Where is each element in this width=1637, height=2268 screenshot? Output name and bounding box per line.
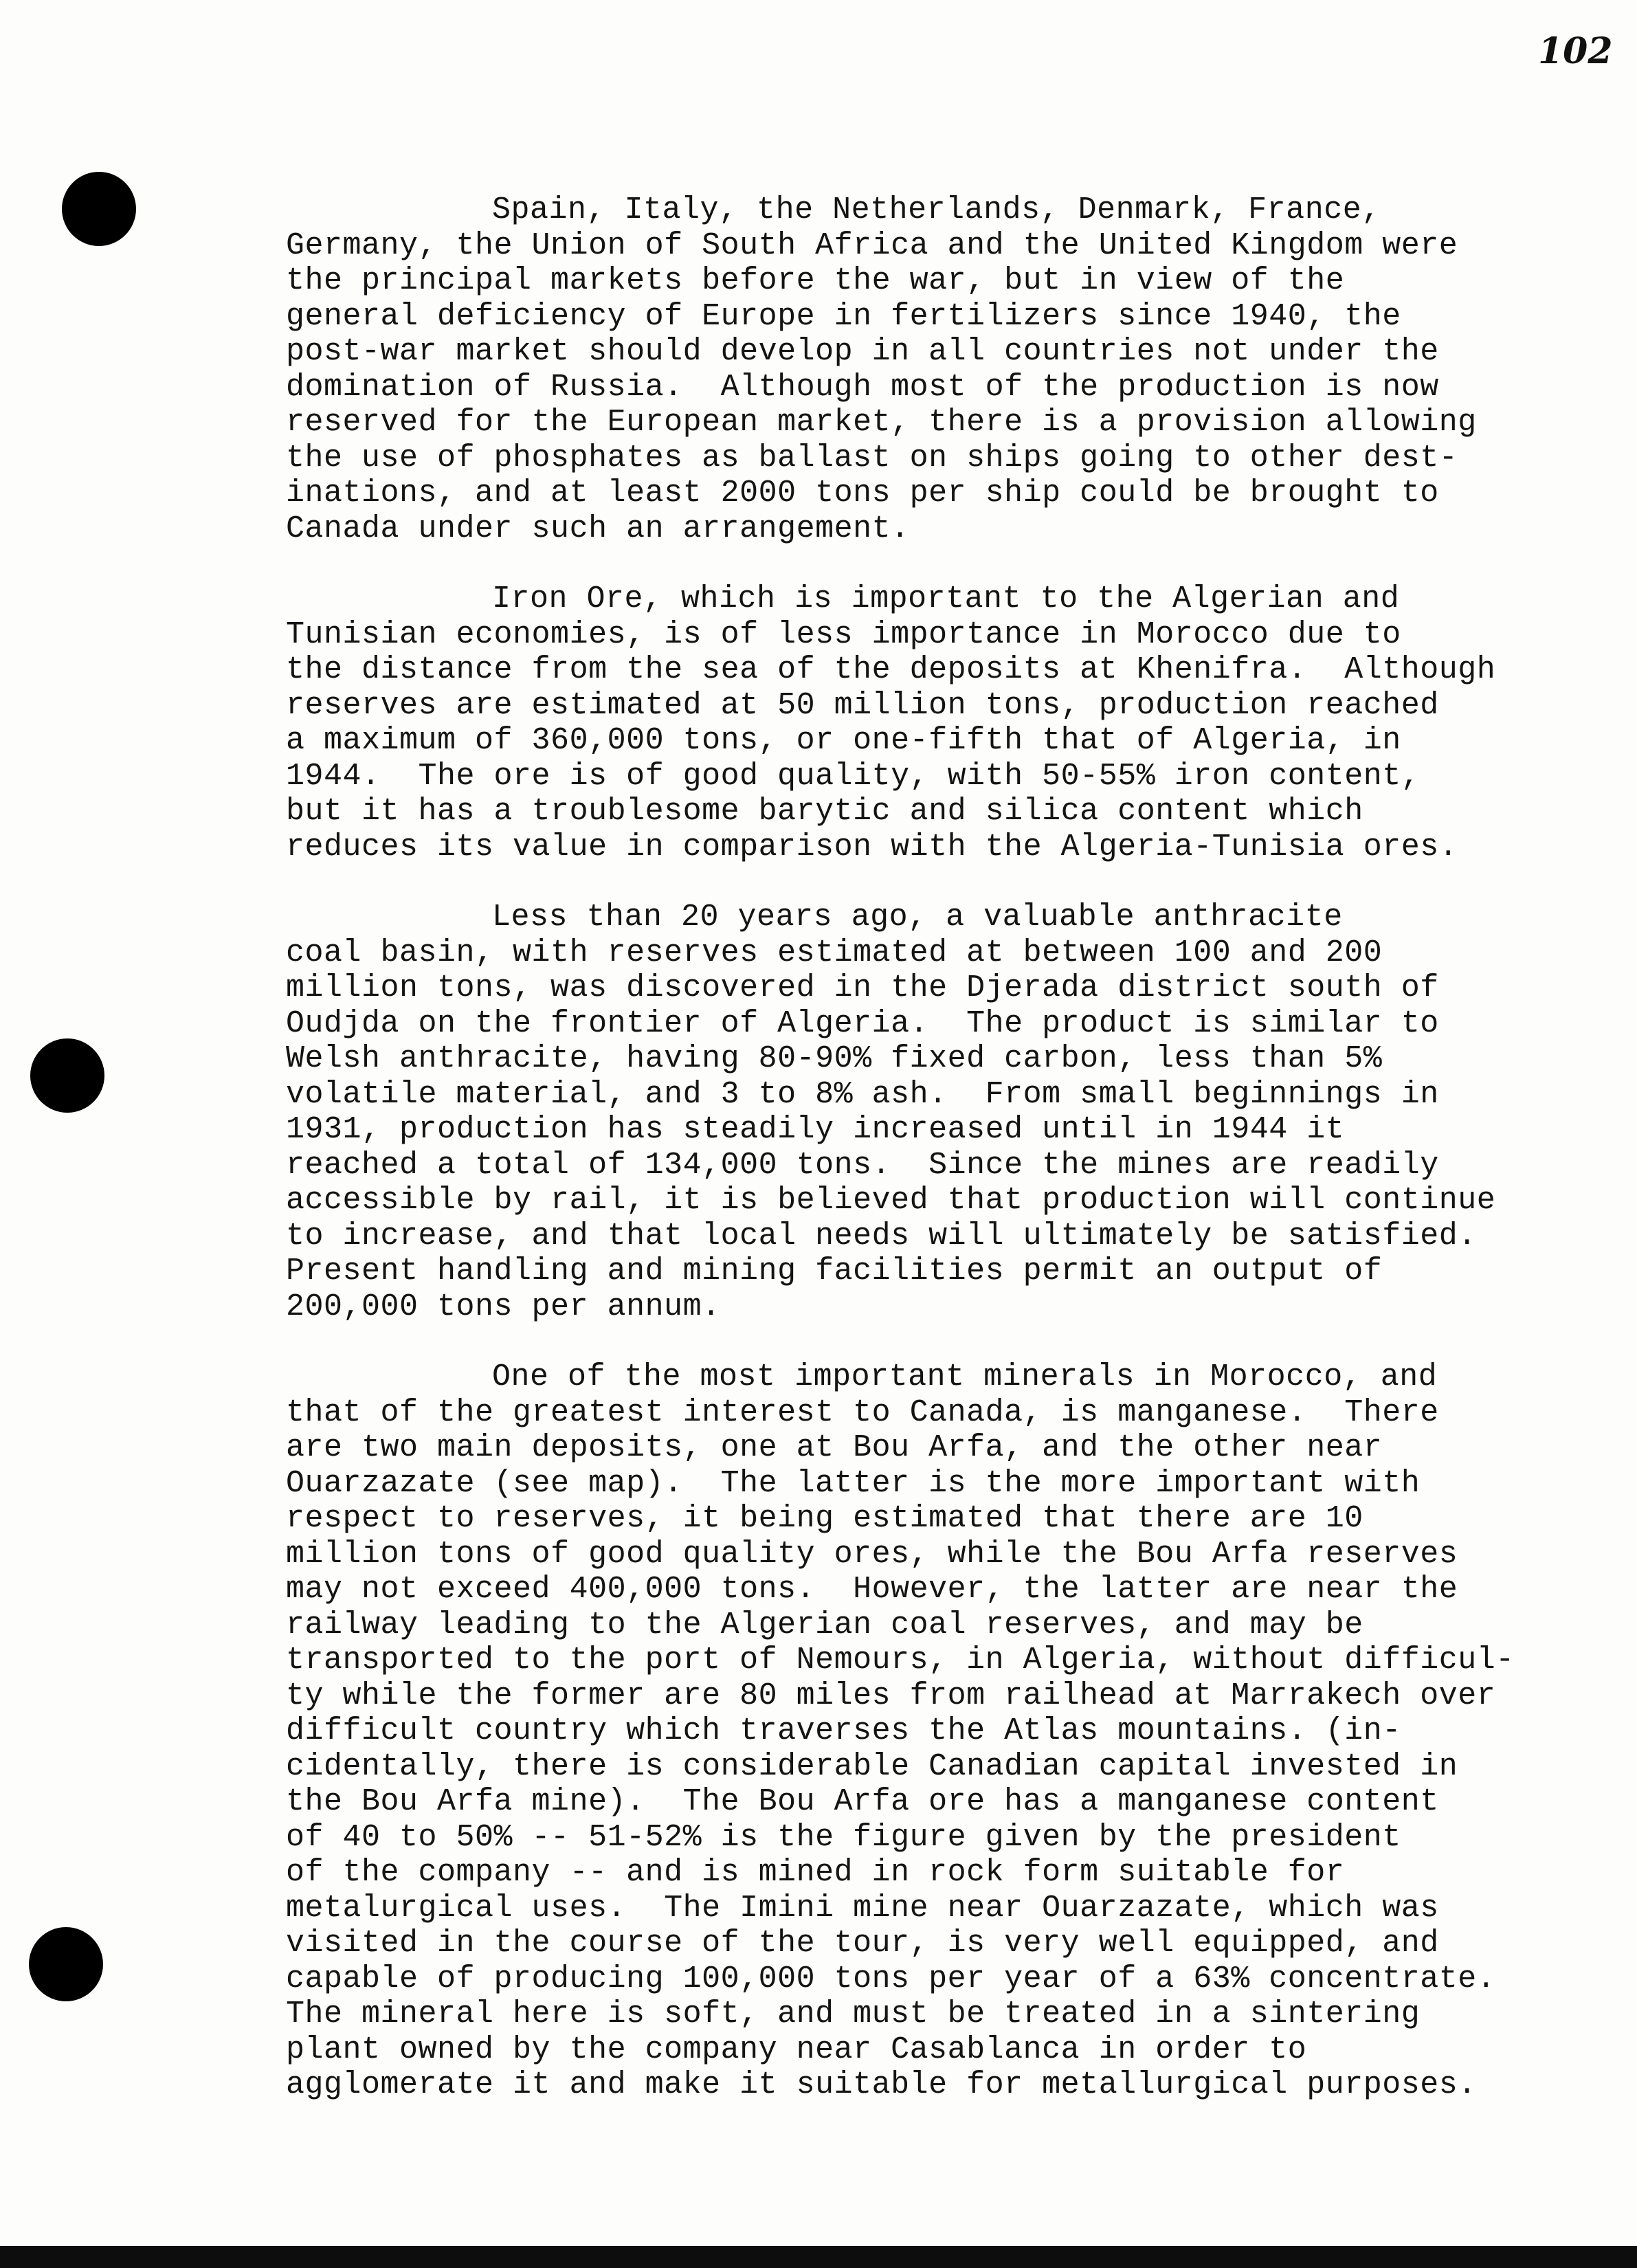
text-line: Iron Ore, which is important to the Algerian and — [492, 581, 1400, 616]
punch-hole — [30, 1038, 104, 1113]
text-line: metalurgical uses. The Imini mine near Ouarzazate, which was — [286, 1890, 1439, 1926]
text-line: reserved for the European market, there is a provision allowing — [286, 405, 1477, 440]
text-line: post-war market should develop in all countries not under the — [286, 334, 1439, 369]
text-line: the distance from the sea of the deposits at Khenifra. Although — [286, 652, 1496, 687]
text-line: Oudjda on the frontier of Algeria. The product is similar to — [286, 1005, 1439, 1041]
paragraph-phosphate-markets — [286, 192, 1605, 546]
text-line: domination of Russia. Although most of the production is now — [286, 369, 1439, 405]
text-line: Less than 20 years ago, a valuable anthracite — [492, 900, 1343, 935]
text-line: coal basin, with reserves estimated at between 100 and 200 — [286, 935, 1383, 970]
typescript-body — [286, 192, 1605, 2138]
text-line: agglomerate it and make it suitable for metallurgical purposes. — [286, 2067, 1477, 2102]
text-line: accessible by rail, it is believed that production will continue — [286, 1183, 1496, 1218]
text-line: plant owned by the company near Casablanca in order to — [286, 2032, 1307, 2067]
text-line: Welsh anthracite, having 80-90% fixed carbon, less than 5% — [286, 1041, 1383, 1076]
text-line: the use of phosphates as ballast on ships going to other dest- — [286, 440, 1458, 476]
text-line: Present handling and mining facilities permit an output of — [286, 1254, 1383, 1289]
text-line: volatile material, and 3 to 8% ash. From small beginnings in — [286, 1076, 1439, 1112]
text-line: visited in the course of the tour, is very well equipped, and — [286, 1926, 1439, 1961]
text-line: a maximum of 360,000 tons, or one-fifth that of Algeria, in — [286, 723, 1401, 758]
punch-hole — [62, 172, 136, 246]
text-line: are two main deposits, one at Bou Arfa, and the other near — [286, 1430, 1383, 1465]
text-line: respect to reserves, it being estimated that there are 10 — [286, 1501, 1363, 1536]
text-line: of 40 to 50% -- 51-52% is the figure given by the president — [286, 1819, 1401, 1855]
text-line: that of the greatest interest to Canada, is manganese. There — [286, 1394, 1439, 1430]
text-line: general deficiency of Europe in fertilizers since 1940, the — [286, 298, 1401, 334]
text-line: inations, and at least 2000 tons per ship could be brought to — [286, 476, 1439, 511]
text-line: Ouarzazate (see map). The latter is the more important with — [286, 1465, 1421, 1501]
text-line: One of the most important minerals in Morocco, and — [492, 1359, 1438, 1394]
text-line: difficult country which traverses the Atlas mountains. (in- — [286, 1713, 1401, 1748]
text-line: but it has a troublesome barytic and silica content which — [286, 794, 1363, 829]
paragraph-manganese — [286, 1359, 1605, 2103]
text-line: Canada under such an arrangement. — [286, 511, 910, 546]
page-number: 102 — [1538, 30, 1613, 72]
text-line: the Bou Arfa mine). The Bou Arfa ore has a manganese content — [286, 1784, 1439, 1819]
text-line: of the company -- and is mined in rock form suitable for — [286, 1855, 1345, 1890]
text-line: reduces its value in comparison with the Algeria-Tunisia ores. — [286, 829, 1458, 865]
text-line: cidentally, there is considerable Canadian capital invested in — [286, 1748, 1458, 1784]
text-line: The mineral here is soft, and must be treated in a sintering — [286, 1997, 1421, 2032]
text-line: Germany, the Union of South Africa and the United Kingdom were — [286, 227, 1458, 263]
text-line: the principal markets before the war, but in view of the — [286, 263, 1345, 298]
paragraph-anthracite-coal — [286, 900, 1605, 1324]
scan-bottom-edge — [0, 2246, 1637, 2268]
text-line: Tunisian economies, is of less importance in Morocco due to — [286, 616, 1401, 652]
text-line: million tons of good quality ores, while the Bou Arfa reserves — [286, 1536, 1458, 1572]
text-line: reserves are estimated at 50 million tons, production reached — [286, 687, 1439, 723]
text-line: may not exceed 400,000 tons. However, the latter are near the — [286, 1572, 1458, 1607]
punch-hole — [29, 1927, 103, 2001]
text-line: Spain, Italy, the Netherlands, Denmark, France, — [492, 192, 1381, 227]
text-line: ty while the former are 80 miles from railhead at Marrakech over — [286, 1678, 1496, 1713]
text-line: 1931, production has steadily increased until in 1944 it — [286, 1112, 1345, 1147]
text-line: reached a total of 134,000 tons. Since the mines are readily — [286, 1147, 1439, 1183]
text-line: capable of producing 100,000 tons per year of a 63% concentrate. — [286, 1961, 1496, 1997]
text-line: to increase, and that local needs will ultimately be satisfied. — [286, 1218, 1477, 1254]
text-line: 1944. The ore is of good quality, with 50-55% iron content, — [286, 758, 1421, 794]
text-line: railway leading to the Algerian coal reserves, and may be — [286, 1607, 1363, 1643]
text-line: 200,000 tons per annum. — [286, 1289, 721, 1324]
text-line: transported to the port of Nemours, in Algeria, without difficul- — [286, 1643, 1515, 1678]
text-line: million tons, was discovered in the Djerada district south of — [286, 970, 1439, 1005]
paragraph-iron-ore — [286, 581, 1605, 865]
